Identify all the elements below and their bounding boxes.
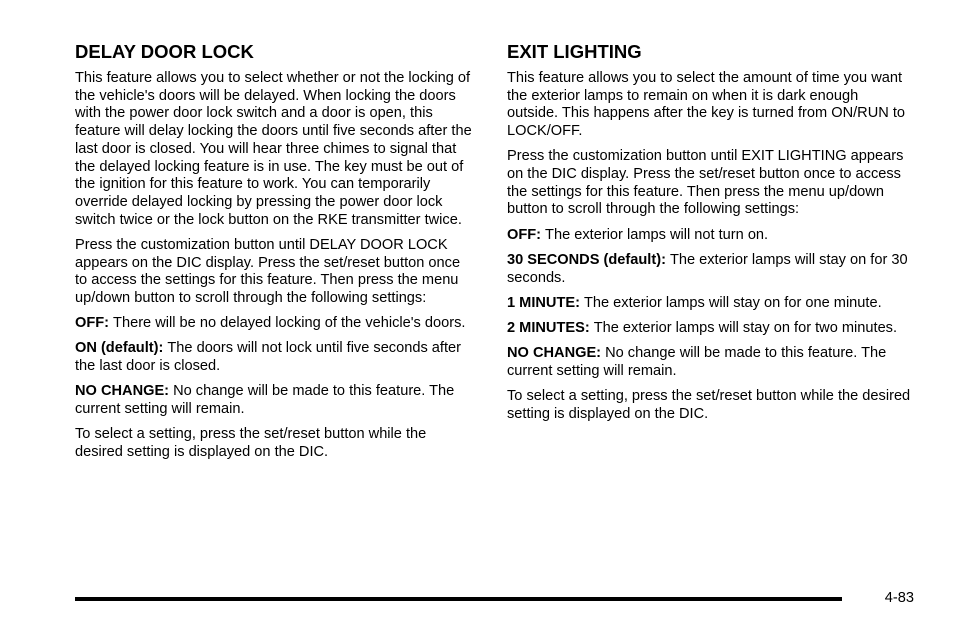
setting-item-30-seconds — [507, 252, 912, 287]
setting-description: The exterior lamps will stay on for two minutes. — [593, 319, 898, 336]
setting-term: OFF: — [507, 226, 542, 243]
closing-paragraph: To select a setting, press the set/reset button while the desired setting is displayed on the DIC. — [507, 388, 911, 422]
setting-item-no-change — [507, 345, 912, 380]
setting-term: 1 MINUTE: — [507, 294, 580, 311]
right-column — [507, 40, 912, 431]
setting-item-no-change — [75, 383, 475, 418]
setting-term: NO CHANGE: — [75, 383, 170, 400]
setting-description: No change will be made to this feature. The current setting will remain. — [507, 345, 887, 379]
setting-item-off — [75, 315, 475, 333]
paragraph: Press the customization button until EXIT LIGHTING appears on the DIC display. Press the set/reset button once to access the settings for this feature. Then press the menu up/down button to scroll through the following settings: — [507, 148, 904, 218]
setting-term: NO CHANGE: — [507, 345, 602, 362]
setting-item-on-default — [75, 340, 475, 375]
setting-item-1-minute — [507, 295, 912, 313]
closing-paragraph: To select a setting, press the set/reset button while the desired setting is displayed on the DIC. — [75, 426, 427, 460]
setting-term: 2 MINUTES: — [507, 319, 590, 336]
setting-description: The doors will not lock until five seconds after the last door is closed. — [75, 340, 462, 375]
page-number: 4-83 — [884, 590, 914, 606]
section-heading-exit-lighting: EXIT LIGHTING — [507, 41, 642, 62]
setting-description: The exterior lamps will stay on for 30 seconds. — [507, 251, 908, 286]
paragraph: This feature allows you to select the amount of time you want the exterior lamps to remain on when it is dark enough outside. This happens after the key is turned from ON/RUN to LOCK/OFF. — [507, 70, 906, 140]
section-heading-delay-door-lock: DELAY DOOR LOCK — [75, 41, 254, 62]
setting-term: OFF: — [75, 315, 110, 332]
setting-item-off — [507, 227, 912, 245]
setting-description: No change will be made to this feature. The current setting will remain. — [75, 383, 455, 417]
setting-term: ON (default): — [75, 340, 164, 357]
paragraph: Press the customization button until DELAY DOOR LOCK appears on the DIC display. Press the set/reset button once to access the settings for this feature. Then press the menu up/down button to scroll through the following settings: — [75, 236, 461, 306]
setting-description: The exterior lamps will stay on for one minute. — [583, 294, 882, 311]
setting-term: 30 SECONDS (default): — [507, 251, 666, 268]
setting-description: The exterior lamps will not turn on. — [545, 226, 769, 243]
left-column — [75, 40, 475, 469]
paragraph: This feature allows you to select whether or not the locking of the vehicle's doors will be delayed. When locking the doors with the power door lock switch and a door is open, this feature will delay locking the doors until five seconds after the last door is closed. You will hear three chimes to signal that the delayed locking feature is in use. The key must be out of the ignition for this feature to work. You can temporarily override delayed locking by pressing the power door lock switch twice or the lock button on the RKE transmitter twice. — [75, 70, 472, 228]
footer-rule — [75, 597, 842, 601]
setting-description: There will be no delayed locking of the vehicle's doors. — [113, 315, 466, 332]
setting-item-2-minutes — [507, 320, 912, 338]
